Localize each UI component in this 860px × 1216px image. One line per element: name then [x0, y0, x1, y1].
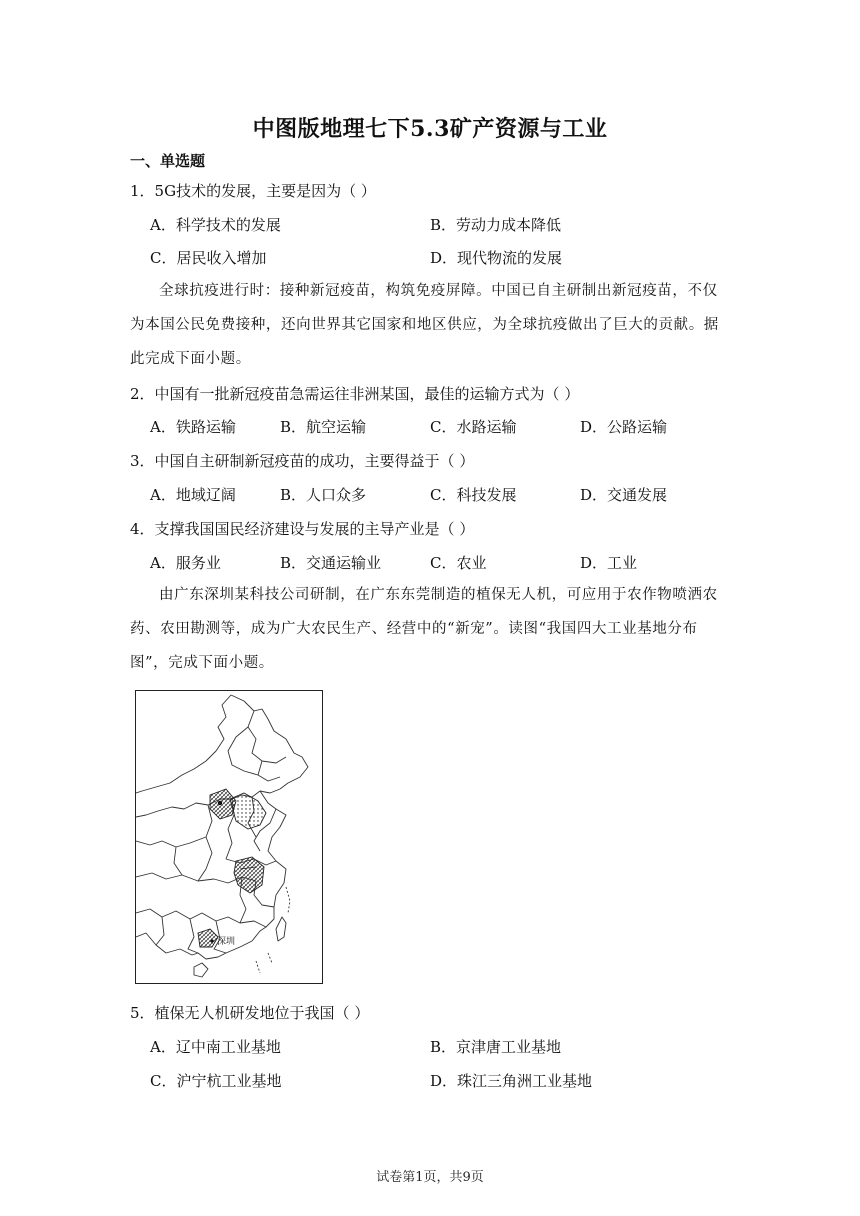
question-3-stem: 3．中国自主研制新冠疫苗的成功，主要得益于（ ）: [130, 452, 475, 470]
question-2-option-d: D．公路运输: [580, 418, 668, 436]
question-5-option-b: B．京津唐工业基地: [430, 1038, 562, 1056]
page-title: 中图版地理七下5.3矿产资源与工业: [252, 116, 608, 142]
passage-vaccine: 全球抗疫进行时：接种新冠疫苗，构筑免疫屏障。中国已自主研制出新冠疫苗，不仅为本国公民免费接种，还向世界其它国家和地区供应，为全球抗疫做出了巨大的贡献。据此完成下面小题。: [130, 283, 719, 367]
question-5-stem: 5．植保无人机研发地位于我国（ ）: [130, 1004, 370, 1022]
section-heading: 一、单选题: [130, 152, 206, 170]
shenzhen-label: 深圳: [217, 937, 236, 947]
question-5-option-d: D．珠江三角洲工业基地: [430, 1072, 593, 1090]
question-2-option-a: A．铁路运输: [150, 418, 236, 436]
question-1-option-c: C．居民收入增加: [150, 249, 267, 267]
china-outline-map: [136, 691, 322, 983]
pearl-river-delta-base-region: [198, 929, 218, 947]
question-1-option-d: D．现代物流的发展: [430, 249, 563, 267]
question-2-stem: 2．中国有一批新冠疫苗急需运往非洲某国，最佳的运输方式为（ ）: [130, 385, 580, 403]
question-1-option-b: B．劳动力成本降低: [430, 216, 562, 234]
question-1-stem: 1．5G技术的发展，主要是因为（ ）: [130, 182, 376, 200]
question-4-option-d: D．工业: [580, 554, 638, 572]
question-3-option-b: B．人口众多: [280, 486, 367, 504]
liaozhongnan-base-region: [230, 793, 266, 829]
huningang-base-region: [234, 857, 264, 893]
page-footer: 试卷第1页，共9页: [376, 1170, 484, 1185]
question-3-option-a: A．地域辽阔: [150, 486, 236, 504]
question-2-option-c: C．水路运输: [430, 418, 517, 436]
industrial-base-map: [135, 690, 323, 984]
question-4-stem: 4．支撑我国国民经济建设与发展的主导产业是（ ）: [130, 520, 475, 538]
beijing-marker: [218, 801, 222, 805]
question-5-option-a: A．辽中南工业基地: [150, 1038, 281, 1056]
question-1-option-a: A．科学技术的发展: [150, 216, 281, 234]
question-4-option-c: C．农业: [430, 554, 487, 572]
question-3-option-c: C．科技发展: [430, 486, 517, 504]
shenzhen-marker: [210, 939, 213, 942]
passage-drone: 由广东深圳某科技公司研制，在广东东莞制造的植保无人机，可应用于农作物喷洒农药、农田勘测等，成为广大农民生产、经营中的“新宠”。读图“我国四大工业基地分布图”，完成下面小题。: [130, 587, 718, 671]
question-5-option-c: C．沪宁杭工业基地: [150, 1072, 282, 1090]
question-3-option-d: D．交通发展: [580, 486, 668, 504]
question-4-option-a: A．服务业: [150, 554, 221, 572]
question-4-option-b: B．交通运输业: [280, 554, 382, 572]
question-2-option-b: B．航空运输: [280, 418, 367, 436]
jingjintang-base-region: [210, 789, 236, 819]
